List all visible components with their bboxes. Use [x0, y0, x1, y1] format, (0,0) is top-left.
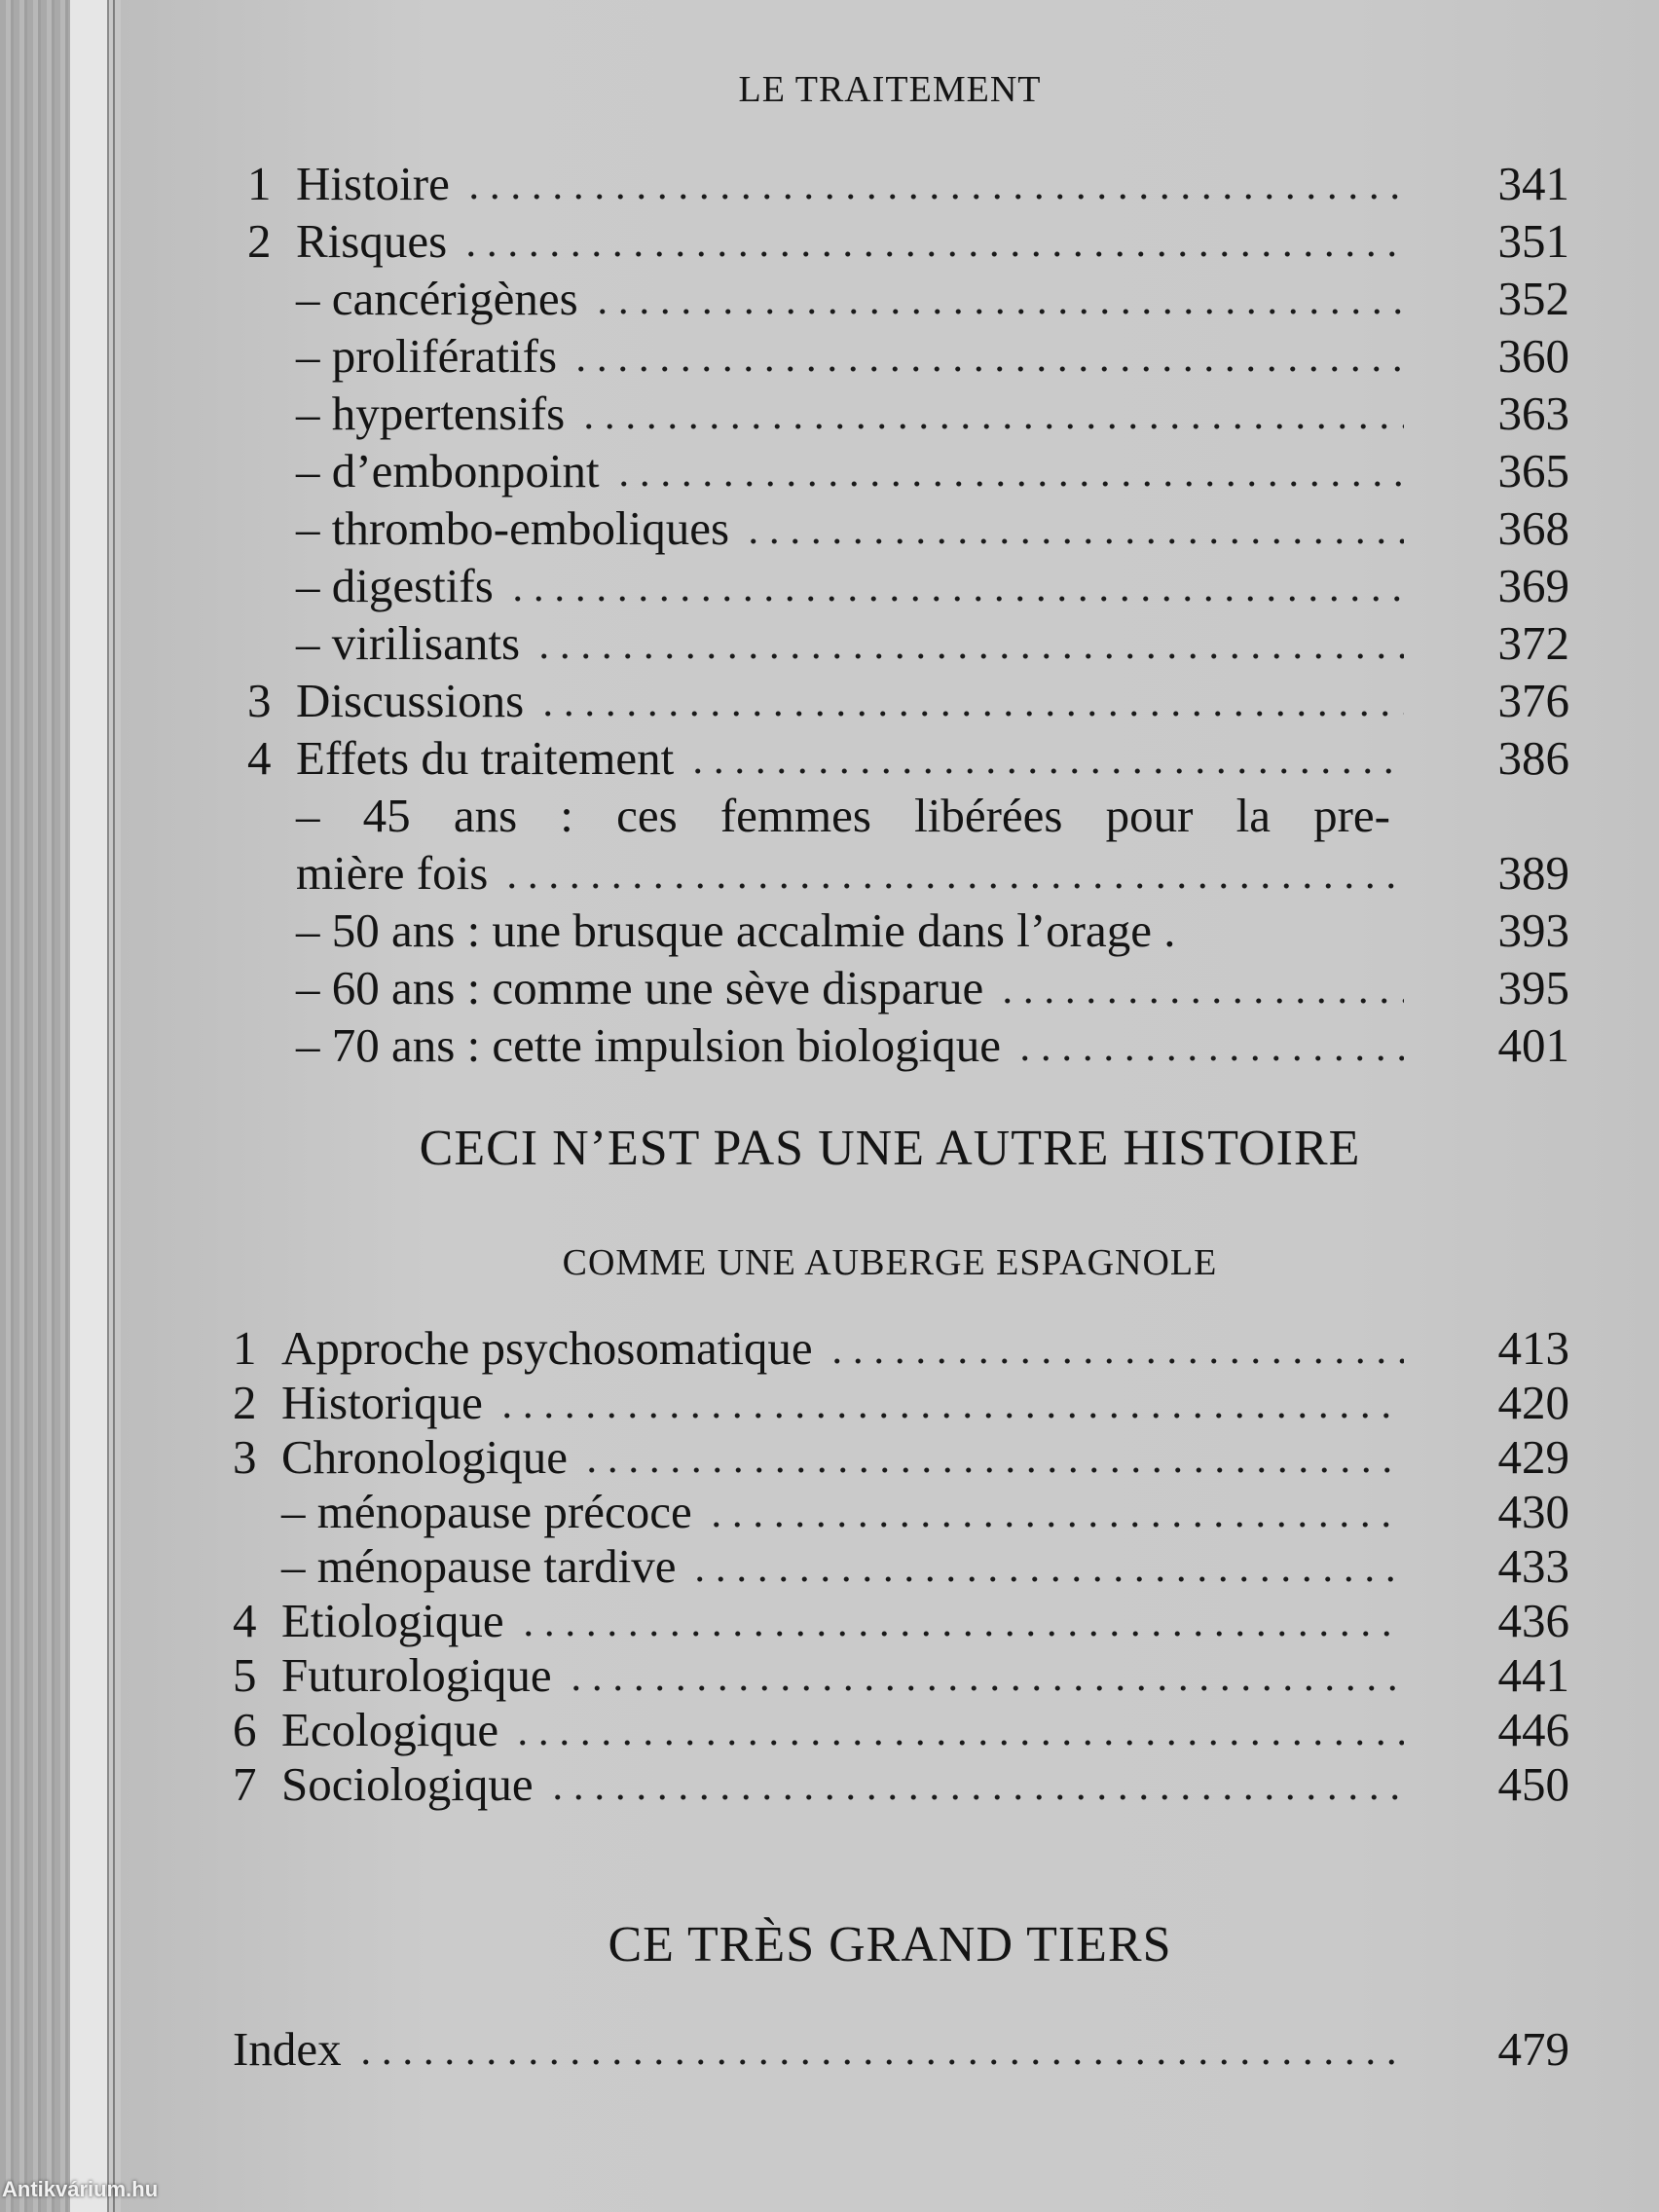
toc-entry	[247, 673, 1569, 727]
toc-entry	[247, 960, 1569, 1014]
page-number: 436	[1497, 1594, 1569, 1647]
dot-leader	[566, 1685, 1404, 1691]
dot-leader	[743, 538, 1404, 544]
entry-number: 2	[233, 1376, 257, 1429]
entry-title: Approche psychosomatique	[281, 1321, 813, 1375]
toc-entry	[233, 1756, 1569, 1811]
dot-leader	[827, 1358, 1404, 1364]
book-binding	[0, 0, 70, 2212]
entry-title: Risques	[296, 214, 448, 268]
toc-entry	[247, 500, 1569, 555]
entry-title: – cancérigènes	[296, 272, 578, 325]
toc-entry	[247, 903, 1569, 957]
page-number: 352	[1497, 272, 1569, 325]
page-number: 441	[1497, 1648, 1569, 1702]
watermark: Antikvárium.hu	[2, 2177, 159, 2201]
page-number: 360	[1497, 329, 1569, 383]
toc-entry	[233, 2021, 1569, 2076]
page-number: 351	[1497, 214, 1569, 268]
page-number: 429	[1497, 1430, 1569, 1484]
page-edge	[70, 0, 107, 2212]
dot-leader	[461, 251, 1404, 257]
entry-title: Discussions	[296, 674, 525, 727]
entry-title: – thrombo-emboliques	[296, 501, 730, 555]
page-number: 420	[1497, 1376, 1569, 1429]
entry-title: – prolifératifs	[296, 329, 558, 383]
page-number: 368	[1497, 501, 1569, 555]
entry-number: 4	[247, 731, 272, 785]
toc-entry	[233, 1593, 1569, 1647]
toc-entry	[233, 1429, 1569, 1484]
entry-title: – 60 ans : comme une sève disparue	[296, 961, 984, 1014]
dot-leader	[706, 1522, 1404, 1528]
toc-entry	[247, 386, 1569, 440]
dot-leader	[571, 366, 1404, 372]
page-number: 401	[1497, 1018, 1569, 1072]
page-number: 386	[1497, 731, 1569, 785]
page-number: 450	[1497, 1757, 1569, 1811]
dot-leader	[518, 1631, 1404, 1637]
toc-entry	[233, 1484, 1569, 1538]
entry-title: Chronologique	[281, 1430, 568, 1484]
entry-title: Futurologique	[281, 1648, 552, 1702]
page-number: 365	[1497, 444, 1569, 498]
page-number: 372	[1497, 616, 1569, 670]
page-number: 389	[1497, 846, 1569, 900]
section-heading: CECI N’EST PAS UNE AUTRE HISTOIRE	[419, 1121, 1361, 1176]
page-number: 341	[1497, 157, 1569, 210]
dot-leader	[537, 711, 1404, 717]
toc-entry	[247, 443, 1569, 498]
toc-entry	[247, 788, 1404, 842]
entry-title: – ménopause tardive	[281, 1539, 677, 1593]
page-number: 413	[1497, 1321, 1569, 1375]
entry-number: 7	[233, 1757, 257, 1811]
entry-title: Ecologique	[281, 1703, 499, 1756]
dot-leader	[592, 309, 1404, 314]
entry-title: mière fois	[296, 846, 489, 900]
section-heading: CE TRÈS GRAND TIERS	[608, 1917, 1172, 1972]
entry-title: Etiologique	[281, 1594, 504, 1647]
toc-entry	[233, 1538, 1569, 1593]
page-number: 369	[1497, 559, 1569, 612]
entry-title: – 50 ans : une brusque accalmie dans l’orage .	[296, 903, 1176, 957]
toc-entry	[247, 1017, 1569, 1072]
page-number: 430	[1497, 1485, 1569, 1538]
toc-entry	[233, 1702, 1569, 1756]
dot-leader	[578, 424, 1404, 429]
entry-number: 1	[247, 157, 272, 210]
page-number: 433	[1497, 1539, 1569, 1593]
dot-leader	[501, 883, 1404, 889]
entry-title: Histoire	[296, 157, 450, 210]
toc-entry	[247, 156, 1569, 210]
entry-number: 1	[233, 1321, 257, 1375]
page-number: 376	[1497, 674, 1569, 727]
toc-entry	[247, 558, 1569, 612]
entry-number: 2	[247, 214, 272, 268]
entry-title: – ménopause précoce	[281, 1485, 692, 1538]
entry-title: – digestifs	[296, 559, 494, 612]
page-number: 393	[1497, 903, 1569, 957]
page-number: 363	[1497, 387, 1569, 440]
entry-title: – virilisants	[296, 616, 521, 670]
dot-leader	[689, 1576, 1404, 1582]
toc-entry	[233, 1320, 1569, 1375]
toc-entry	[233, 1375, 1569, 1429]
page-number: 395	[1497, 961, 1569, 1014]
entry-title: – 45 ans : ces femmes libérées pour la pre-	[296, 789, 1390, 842]
entry-title: – hypertensifs	[296, 387, 566, 440]
dot-leader	[997, 998, 1404, 1004]
section-heading: LE TRAITEMENT	[738, 69, 1042, 110]
section-heading: COMME UNE AUBERGE ESPAGNOLE	[562, 1242, 1218, 1283]
entry-number: 3	[233, 1430, 257, 1484]
toc-entry	[247, 328, 1569, 383]
entry-title: – 70 ans : cette impulsion biologique	[296, 1018, 1002, 1072]
page-edge-lines	[107, 0, 121, 2212]
toc-entry	[233, 1647, 1569, 1702]
entry-title: Effets du traitement	[296, 731, 675, 785]
toc-entry	[247, 213, 1569, 268]
dot-leader	[534, 653, 1404, 659]
page-number: 479	[1497, 2022, 1569, 2076]
entry-title: Sociologique	[281, 1757, 534, 1811]
entry-title: Index	[233, 2022, 342, 2076]
dot-leader	[1014, 1055, 1404, 1061]
dot-leader	[512, 1740, 1404, 1746]
page-number: 446	[1497, 1703, 1569, 1756]
toc-entry	[247, 730, 1569, 785]
dot-leader	[463, 194, 1404, 200]
entry-title: – d’embonpoint	[296, 444, 600, 498]
dot-leader	[497, 1413, 1404, 1419]
dot-leader	[355, 2059, 1404, 2065]
entry-number: 6	[233, 1703, 257, 1756]
toc-entry	[247, 615, 1569, 670]
toc-entry	[247, 271, 1569, 325]
dot-leader	[613, 481, 1404, 487]
entry-number: 5	[233, 1648, 257, 1702]
dot-leader	[581, 1467, 1404, 1473]
entry-title: Historique	[281, 1376, 483, 1429]
toc-entry	[247, 845, 1569, 900]
dot-leader	[507, 596, 1404, 602]
entry-number: 4	[233, 1594, 257, 1647]
dot-leader	[687, 768, 1404, 774]
dot-leader	[547, 1794, 1404, 1800]
entry-number: 3	[247, 674, 272, 727]
